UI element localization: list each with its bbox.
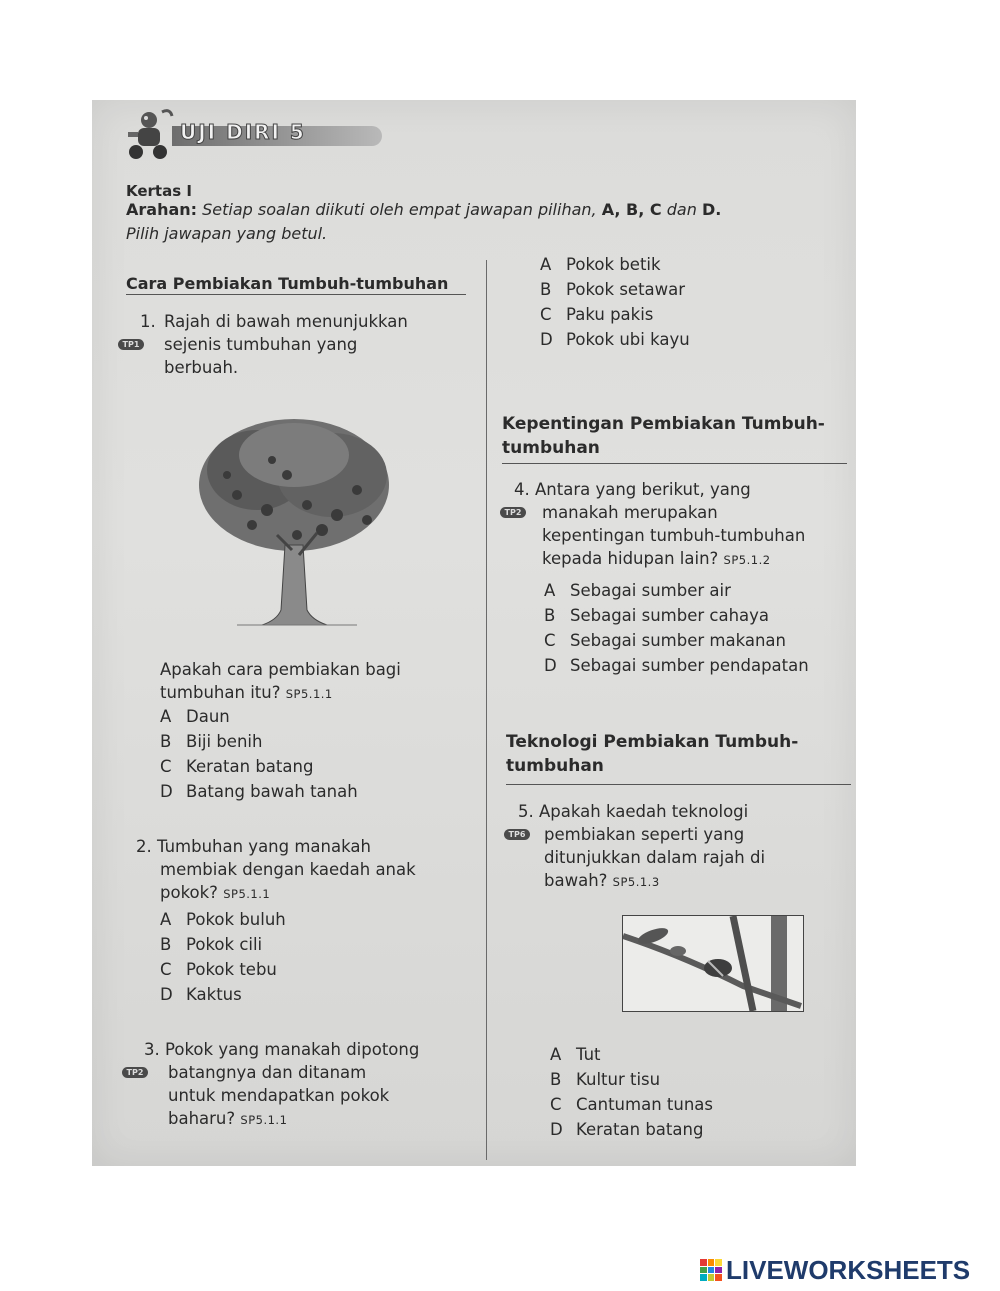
option-letter: B (540, 280, 552, 299)
option-letter: C (540, 305, 552, 324)
q5-sp: SP5.1.3 (612, 875, 660, 889)
q3-line3: untuk mendapatkan pokok (168, 1086, 390, 1105)
q4-line1: Antara yang berikut, yang (535, 480, 751, 499)
q3-option-a[interactable] (540, 252, 690, 277)
q5-line3: ditunjukkan dalam rajah di (544, 848, 766, 867)
q2-sp: SP5.1.1 (223, 887, 271, 901)
q1-sp: SP5.1.1 (285, 687, 333, 701)
option-text: Pokok cili (186, 935, 263, 954)
option-letter: D (540, 330, 553, 349)
q2-option-c[interactable] (160, 957, 286, 982)
q2-options (160, 907, 286, 1007)
q2-option-a[interactable] (160, 907, 286, 932)
q3-line4: baharu? (168, 1109, 236, 1128)
q4-options (544, 578, 809, 678)
question-2 (136, 835, 476, 906)
logo-grid-cell (715, 1259, 722, 1266)
q5-option-c[interactable] (550, 1092, 713, 1117)
q4-line4-wrap (514, 547, 854, 572)
option-text: Keratan batang (576, 1120, 704, 1139)
option-text: Sebagai sumber pendapatan (570, 656, 809, 675)
instruction-d: D. (701, 200, 722, 219)
section2-title-line2: tumbuhan (502, 438, 600, 458)
q2-line3: pokok? (160, 883, 218, 902)
section-title-cara: Cara Pembiakan Tumbuh-tumbuhan (126, 274, 449, 293)
q4-option-d[interactable] (544, 653, 809, 678)
q3-line2: batangnya dan ditanam (168, 1063, 367, 1082)
q3-tp-badge: TP2 (122, 1067, 148, 1078)
q3-line4-wrap (144, 1107, 484, 1132)
q5-option-b[interactable] (550, 1067, 713, 1092)
option-text: Pokok buluh (186, 910, 286, 929)
option-text: Pokok betik (566, 255, 661, 274)
logo-grid-cell (700, 1267, 707, 1274)
instruction-dan: dan (666, 200, 697, 219)
q1-line1: Rajah di bawah menunjukkan (164, 312, 408, 331)
question-5 (508, 800, 848, 894)
q5-option-a[interactable] (550, 1042, 713, 1067)
q4-option-c[interactable] (544, 628, 809, 653)
question-1 (122, 310, 470, 377)
q3-option-c[interactable] (540, 302, 690, 327)
q2-line2: membiak dengan kaedah anak (160, 860, 416, 879)
option-letter: C (544, 631, 556, 650)
grafting-image (622, 915, 804, 1012)
q4-line2: manakah merupakan (542, 503, 718, 522)
q5-line1: Apakah kaedah teknologi (539, 802, 749, 821)
section-rule (502, 463, 847, 464)
uji-diri-banner (122, 106, 382, 160)
option-text: Keratan batang (186, 757, 314, 776)
option-letter: D (550, 1120, 563, 1139)
q1-question-line2: tumbuhan itu? (160, 683, 281, 702)
logo-grid-icon (700, 1259, 722, 1281)
q4-number: 4. (514, 480, 530, 499)
logo-grid-cell (708, 1267, 715, 1274)
option-text: Biji benih (186, 732, 263, 751)
instruction-options: A, B, C (601, 200, 662, 219)
logo-text: LIVEWORKSHEETS (726, 1254, 971, 1285)
option-letter: B (160, 935, 172, 954)
q1-option-a[interactable] (160, 704, 358, 729)
option-letter: C (550, 1095, 562, 1114)
logo-grid-cell (715, 1274, 722, 1281)
option-letter: B (544, 606, 556, 625)
q3-options (540, 252, 690, 352)
q1-question (160, 658, 480, 706)
q2-line1: Tumbuhan yang manakah (157, 837, 371, 856)
option-letter: C (160, 757, 172, 776)
grafting-illustration (623, 916, 803, 1011)
option-text: Kaktus (186, 985, 242, 1004)
section-rule (126, 294, 466, 295)
q4-line1-wrap (514, 478, 854, 501)
q2-option-d[interactable] (160, 982, 286, 1007)
q4-line4: kepada hidupan lain? (542, 549, 719, 568)
q1-options (160, 704, 358, 804)
q2-number: 2. (136, 837, 152, 856)
logo-grid-cell (708, 1274, 715, 1281)
q4-line3: kepentingan tumbuh-tumbuhan (542, 526, 806, 545)
q3-sp: SP5.1.1 (240, 1113, 288, 1127)
q4-option-b[interactable] (544, 603, 809, 628)
q5-line1-wrap (518, 800, 848, 823)
instructions (126, 198, 841, 246)
q1-option-c[interactable] (160, 754, 358, 779)
question-3 (126, 1038, 484, 1132)
instruction-label: Arahan: (126, 200, 198, 219)
liveworksheets-logo[interactable] (700, 1255, 970, 1285)
option-letter: A (550, 1045, 562, 1064)
option-text: Batang bawah tanah (186, 782, 358, 801)
section-title-teknologi (506, 730, 798, 778)
section3-title-line1: Teknologi Pembiakan Tumbuh- (506, 732, 799, 752)
logo-grid-cell (715, 1267, 722, 1274)
q4-sp: SP5.1.2 (723, 553, 771, 567)
banner-title: UJI DIRI 5 (180, 120, 306, 144)
q5-option-d[interactable] (550, 1117, 713, 1142)
q3-option-d[interactable] (540, 327, 690, 352)
option-text: Pokok setawar (566, 280, 686, 299)
instruction-text-2: Pilih jawapan yang betul. (126, 224, 328, 243)
q2-option-b[interactable] (160, 932, 286, 957)
q1-question-line2-wrap (160, 681, 480, 706)
q3-line1-wrap (144, 1038, 484, 1061)
option-text: Sebagai sumber cahaya (570, 606, 770, 625)
logo-grid-cell (700, 1274, 707, 1281)
option-letter: A (160, 707, 172, 726)
option-text: Sebagai sumber makanan (570, 631, 786, 650)
option-letter: B (160, 732, 172, 751)
q5-tp-badge: TP6 (504, 829, 530, 840)
paper-label: Kertas I (126, 182, 192, 200)
q3-line1: Pokok yang manakah dipotong (165, 1040, 420, 1059)
q3-line2-wrap (126, 1061, 484, 1084)
worksheet-photo (92, 100, 856, 1166)
option-letter: C (160, 960, 172, 979)
q5-line2-wrap (508, 823, 848, 846)
q1-option-b[interactable] (160, 729, 358, 754)
option-letter: A (540, 255, 552, 274)
section-rule (506, 784, 851, 785)
option-text: Cantuman tunas (576, 1095, 713, 1114)
option-text: Daun (186, 707, 230, 726)
section3-title-line2: tumbuhan (506, 756, 604, 776)
logo-grid-cell (708, 1259, 715, 1266)
option-text: Sebagai sumber air (570, 581, 731, 600)
q2-line1-wrap (136, 835, 476, 858)
q5-line4-wrap (518, 869, 848, 894)
q3-number: 3. (144, 1040, 160, 1059)
q4-option-a[interactable] (544, 578, 809, 603)
section2-title-line1: Kepentingan Pembiakan Tumbuh- (502, 414, 825, 434)
fruit-tree-image (197, 415, 392, 630)
q5-line4: bawah? (544, 871, 608, 890)
option-text: Paku pakis (566, 305, 654, 324)
q5-number: 5. (518, 802, 534, 821)
mascot-icon (122, 106, 176, 162)
option-letter: D (160, 782, 173, 801)
q2-line3-wrap (136, 881, 476, 906)
q1-line2: sejenis tumbuhan yang (164, 335, 358, 354)
q5-options (550, 1042, 713, 1142)
section-title-kepentingan (502, 412, 825, 460)
option-letter: A (160, 910, 172, 929)
q1-tp-badge: TP1 (118, 339, 144, 350)
q1-option-d[interactable] (160, 779, 358, 804)
q5-line2: pembiakan seperti yang (544, 825, 745, 844)
option-text: Pokok tebu (186, 960, 277, 979)
q1-question-line1: Apakah cara pembiakan bagi (160, 660, 401, 679)
option-letter: B (550, 1070, 562, 1089)
option-text: Kultur tisu (576, 1070, 661, 1089)
q4-line2-wrap (504, 501, 854, 524)
option-letter: D (544, 656, 557, 675)
option-letter: A (544, 581, 556, 600)
q3-option-b[interactable] (540, 277, 690, 302)
q4-tp-badge: TP2 (500, 507, 526, 518)
q1-line3: berbuah. (164, 358, 239, 377)
question-4 (504, 478, 854, 572)
column-divider (486, 260, 487, 1160)
q1-number: 1. (140, 312, 156, 331)
instruction-text-1: Setiap soalan diikuti oleh empat jawapan pilihan, (202, 200, 597, 219)
option-text: Tut (576, 1045, 601, 1064)
logo-grid-cell (700, 1259, 707, 1266)
option-letter: D (160, 985, 173, 1004)
option-text: Pokok ubi kayu (566, 330, 690, 349)
